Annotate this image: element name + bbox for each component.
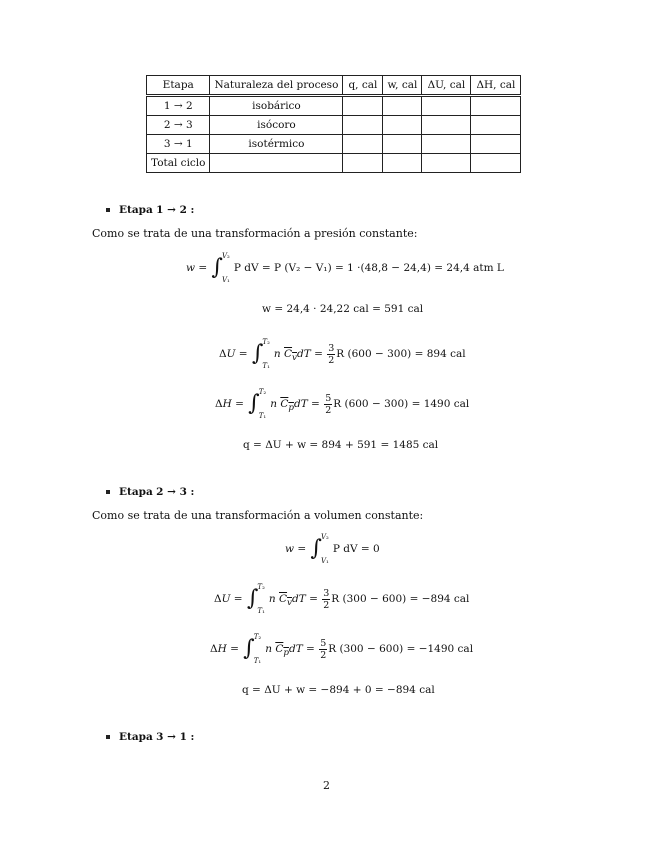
cell-etapa: 1 → 2: [147, 96, 210, 116]
cell-du: [422, 135, 471, 154]
table-row: [147, 116, 521, 135]
section-2-intro: Como se trata de una transformación a volumen constante:: [92, 509, 424, 522]
header-naturaleza: Naturaleza del proceso: [210, 76, 343, 96]
table-header-row: [147, 76, 521, 96]
section-1-intro: Como se trata de una transformación a presión constante:: [92, 227, 418, 240]
header-dh: ΔH, cal: [471, 76, 521, 96]
equation-delta-u-2: ΔU = ∫ T₂ T₁ n $C_vdT$ = $\frac{3}{2}$ R (300 − 600) = −894 cal: [214, 583, 470, 615]
cell-w: [383, 96, 422, 116]
cell-naturaleza: [210, 154, 343, 173]
header-etapa: Etapa: [147, 76, 210, 96]
cell-etapa: Total ciclo: [147, 154, 210, 173]
cell-w: [383, 154, 422, 173]
cell-naturaleza: isotérmico: [210, 135, 343, 154]
cell-q: [343, 154, 383, 173]
bullet-icon: [106, 735, 110, 739]
bullet-icon: [106, 208, 110, 212]
equation-delta-h-2: ΔH = ∫ T₂ T₁ n $C_pdT$ = $\frac{5}{2}$ R (300 − 600) = −1490 cal: [210, 633, 474, 665]
cell-dh: [471, 116, 521, 135]
table-row: [147, 96, 521, 116]
cell-etapa: 3 → 1: [147, 135, 210, 154]
equation-work-integral: w = ∫ V₂ V₁ P dV = P (V₂ − V₁) = 1 ·(48,8 − 24,4) = 24,4 atm L: [186, 252, 504, 284]
cell-etapa: 2 → 3: [147, 116, 210, 135]
section-2-heading: Etapa 2 → 3 :: [106, 486, 194, 498]
cell-naturaleza: isobárico: [210, 96, 343, 116]
equation-heat-2: q = ΔU + w = −894 + 0 = −894 cal: [242, 684, 435, 696]
equation-work-integral-2: w = ∫ V₂ V₁ P dV = 0: [285, 533, 380, 565]
equation-heat: q = ΔU + w = 894 + 591 = 1485 cal: [243, 439, 439, 451]
header-q: q, cal: [343, 76, 383, 96]
header-w: w, cal: [383, 76, 422, 96]
cell-dh: [471, 135, 521, 154]
equation-delta-u: ΔU = ∫ T₂ T₁ n $C_vdT$ = $\frac{3}{2}$ R (600 − 300) = 894 cal: [219, 338, 466, 370]
cell-du: [422, 96, 471, 116]
cell-w: [383, 135, 422, 154]
cell-q: [343, 116, 383, 135]
cell-dh: [471, 154, 521, 173]
table-row: [147, 154, 521, 173]
cell-dh: [471, 96, 521, 116]
section-1-heading: Etapa 1 → 2 :: [106, 204, 194, 216]
section-3-heading: Etapa 3 → 1 :: [106, 731, 194, 743]
cell-naturaleza: isócoro: [210, 116, 343, 135]
equation-delta-h: ΔH = ∫ T₂ T₁ n $C_pdT$ = $\frac{5}{2}$ R (600 − 300) = 1490 cal: [215, 388, 470, 420]
page-number: 2: [323, 779, 330, 792]
cell-w: [383, 116, 422, 135]
cell-q: [343, 135, 383, 154]
cell-q: [343, 96, 383, 116]
summary-table: [146, 75, 521, 173]
equation-work-cal: w = 24,4 · 24,22 cal = 591 cal: [262, 303, 424, 315]
cell-du: [422, 116, 471, 135]
table-row: [147, 135, 521, 154]
bullet-icon: [106, 490, 110, 494]
cell-du: [422, 154, 471, 173]
header-du: ΔU, cal: [422, 76, 471, 96]
